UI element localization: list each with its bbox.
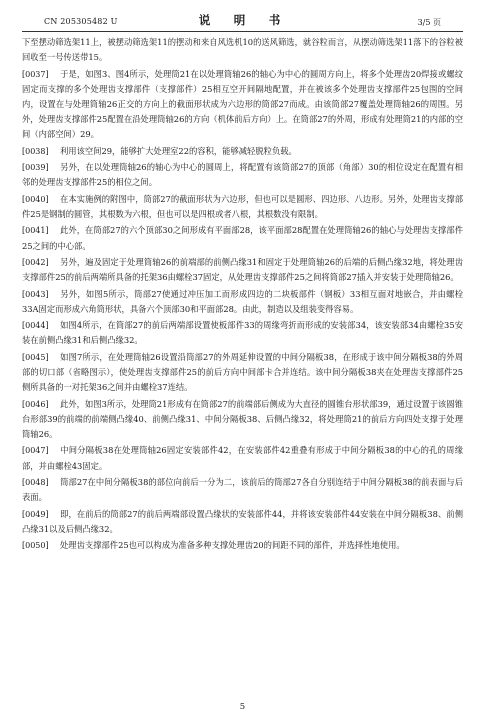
paragraph-number: [0043] — [22, 289, 49, 299]
paragraph-number: [0046] — [22, 399, 49, 409]
paragraph — [22, 287, 463, 317]
paragraph-text: 即，在前后的筒部27的前后两端部设置凸缘状的安装部件44，并将该安装部件44安装在中间分隔板38、前侧凸缘31以及后侧凸缘32。 — [22, 508, 463, 534]
paragraph-text: 在本实施例的附图中，筒部27的截面形状为六边形，但也可以是圆形、四边形、八边形。另外，处理齿支撑部件25是钢制的圆管，其根数为六根，但也可以是四根或者八根，其根数没有限制。 — [22, 193, 463, 219]
paragraph — [22, 192, 463, 222]
paragraph-text: 处理齿支撑部件25也可以构成为准备多种支撑处理齿20的间距不同的部件，并选择性地使用。 — [60, 540, 405, 551]
paragraph-text: 另外，遍及固定于处理筒轴26的前端部的前侧凸缘31和固定于处理筒轴26的后端的后侧凸缘32地，将处理齿支撑部件25的前后两端所具备的托架36由螺栓37固定，从处理齿支撑部件25之间将筒部27插入并安装于处理筒轴26。 — [22, 256, 463, 283]
paragraph-text: 另外，如图5所示，筒部27使通过冲压加工而形成四边的二块板部件（钢板）33相互面对地嵌合，并由螺栓33A固定而形成六角筒形状，具备六个顶部30和平面部28。由此，制造以及组装变得容易。 — [22, 288, 463, 314]
paragraph — [22, 318, 463, 348]
paragraph — [22, 35, 463, 65]
paragraph — [22, 475, 463, 505]
paragraph-number: [0047] — [22, 446, 49, 456]
paragraph-number: [0045] — [22, 352, 49, 362]
paragraph — [22, 350, 463, 396]
paragraph — [22, 144, 463, 159]
paragraph — [22, 443, 463, 473]
paragraph — [22, 160, 463, 190]
paragraph-text: 筒部27在中间分隔板38的部位向前后一分为二，该前后的筒部27各自分别连结于中间分隔板38的前表面与后表面。 — [22, 476, 463, 503]
paragraph-number: [0040] — [22, 194, 49, 204]
paragraph-text: 此外，如图3所示，处理筒21形成有在筒部27的前端部后侧成为大直径的圆锥台形状部39，通过设置于该圆锥台形部39的前端的前端侧凸缘40、前侧凸缘31、中间分隔板38、后侧凸缘32，将处理筒21的前后方向四处支撑于处理筒轴26。 — [22, 398, 463, 439]
paragraph — [22, 223, 463, 253]
paragraph-number: [0037] — [22, 69, 49, 79]
paragraph-text: 中间分隔板38在处理筒轴26固定安装部件42，在安装部件42重叠有形成于中间分隔板38的中心的孔的周缘部，并由螺栓43固定。 — [22, 445, 463, 471]
paragraph — [22, 255, 463, 285]
paragraph — [22, 507, 463, 537]
paragraph-number: [0041] — [22, 226, 49, 236]
paragraph-text: 如图4所示，在筒部27的前后两端部设置使板部件33的周缘弯折而形成的安装部34，该安装部34由螺栓35安装在前侧凸缘31和后侧凸缘32。 — [22, 320, 463, 346]
paragraph-number: [0050] — [22, 541, 49, 551]
paragraph-number: [0049] — [22, 509, 49, 519]
document-title: 说 明 书 — [198, 13, 287, 27]
paragraph-text: 此外，在筒部27的六个顶部30之间形成有平面部28，该平面部28配置在处理筒轴26的轴心与处理齿支撑部件25之间的中心部。 — [22, 225, 463, 251]
paragraph-number: [0044] — [22, 321, 49, 331]
page-header — [22, 0, 463, 30]
patent-number: CN 205305482 U — [44, 17, 118, 26]
paragraph — [22, 67, 463, 143]
page-footer — [0, 702, 485, 712]
paragraph — [22, 538, 463, 553]
paragraph-text: 利用该空间29，能够扩大处理室22的容积，能够减轻脱粒负载。 — [60, 145, 297, 156]
page-number: 5 — [239, 702, 246, 712]
paragraph — [22, 397, 463, 443]
paragraph-number: [0048] — [22, 477, 49, 487]
page-indicator: 3/5 页 — [417, 18, 441, 27]
document-body — [22, 35, 463, 555]
paragraph-number: [0039] — [22, 163, 49, 173]
paragraph-text: 于是，如图3、图4所示，处理筒21在以处理筒轴26的轴心为中心的圆周方向上，将多个处理齿20焊接或螺纹固定而支撑的多个处理齿支撑部件（支撑部件）25相互空开间隔地配置，并在被该多个处理齿支撑部件25包围的空间内，设置在与处理筒轴26正交的方向上的截面形状成为六边形的筒部27而成。由该筒部27覆盖处理筒轴26的周围。另外，处理齿支撑部件25配置在沿处理筒轴26的方向（机体前后方向）上。在筒部27的外周，形成有处理筒21的内部的空间（内部空间）29。 — [22, 68, 463, 140]
paragraph-text: 另外，在以处理筒轴26的轴心为中心的圆周上，将配置有该筒部27的顶部（角部）30的相位设定在配置有相邻的处理齿支撑部件25的相位之间。 — [22, 162, 463, 188]
paragraph-text: 如图7所示，在处理筒轴26设置沿筒部27的外周延伸设置的中间分隔板38，在形成于该中间分隔板38的外周部的切口部（省略图示），使处理齿支撑部件25的前后方向中间部卡合并连结。该中间分隔板38夹在处理齿支撑部件25侧所具备的一对托架36之间并由螺栓37连结。 — [22, 351, 463, 393]
paragraph-number: [0038] — [22, 146, 49, 156]
paragraph-number: [0042] — [22, 257, 49, 267]
header-divider — [22, 31, 463, 32]
paragraph-text: 下至摆动筛选架11上，被摆动筛选架11的摆动和来自风选机10的送风筛选，就谷粒而言，从摆动筛选架11落下的谷粒被回收至一号传送带15。 — [22, 37, 463, 63]
